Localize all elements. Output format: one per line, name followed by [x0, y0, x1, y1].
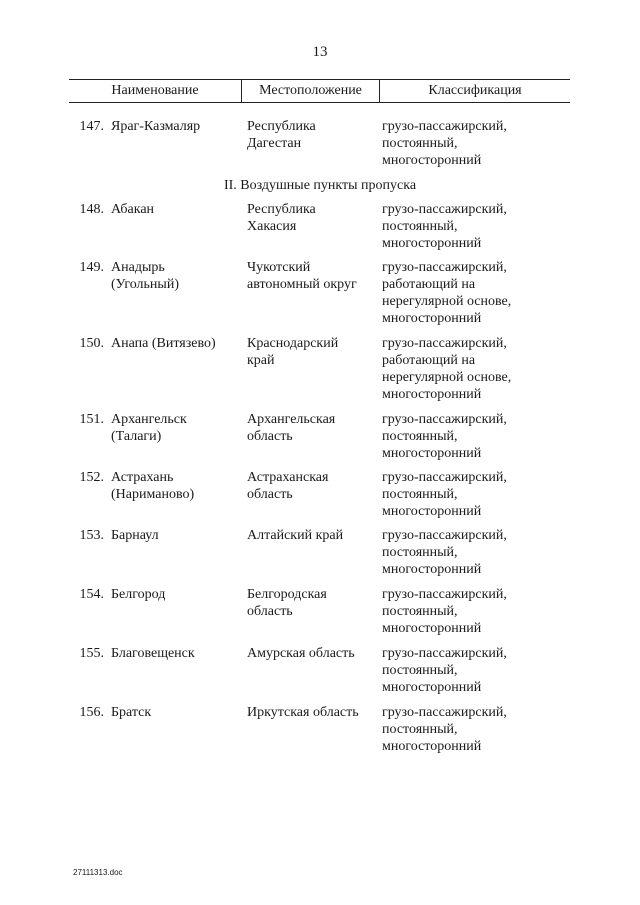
checkpoint-classification-line: постоянный, — [382, 663, 458, 678]
checkpoint-location-line: Хакасия — [247, 219, 297, 234]
row-number: 148. — [79, 202, 104, 217]
checkpoint-classification-line: постоянный, — [382, 545, 458, 560]
checkpoint-location-line: Белгородская — [247, 587, 327, 602]
row-number: 153. — [79, 528, 104, 543]
checkpoint-classification — [382, 586, 557, 637]
checkpoint-classification-line: грузо-пассажирский, — [382, 202, 507, 217]
checkpoint-location-line: Краснодарский — [247, 336, 339, 351]
checkpoint-location-line: Чукотский — [247, 260, 311, 275]
checkpoint-classification — [382, 259, 557, 327]
checkpoint-name — [111, 704, 241, 721]
checkpoint-classification-line: постоянный, — [382, 219, 458, 234]
checkpoint-classification-line: многосторонний — [382, 621, 482, 636]
checkpoint-name-line: Абакан — [111, 202, 155, 217]
checkpoint-name-line: (Нариманово) — [111, 487, 195, 502]
checkpoint-location — [247, 469, 377, 503]
checkpoint-location-line: Иркутская область — [247, 705, 359, 720]
checkpoint-classification-line: грузо-пассажирский, — [382, 470, 507, 485]
checkpoint-classification-line: грузо-пассажирский, — [382, 336, 507, 351]
checkpoint-name — [111, 527, 241, 544]
checkpoint-location-line: Архангельская — [247, 412, 336, 427]
checkpoint-location-line: Алтайский край — [247, 528, 344, 543]
checkpoint-name-line: Благовещенск — [111, 646, 195, 661]
checkpoint-classification-line: нерегулярной основе, — [382, 294, 512, 309]
checkpoint-location — [247, 118, 377, 152]
checkpoint-classification-line: постоянный, — [382, 604, 458, 619]
checkpoint-name-line: Астрахань — [111, 470, 174, 485]
checkpoint-name-line: Барнаул — [111, 528, 159, 543]
file-name: 27111313.doc — [73, 868, 123, 877]
checkpoint-location — [247, 586, 377, 620]
checkpoint-location-line: Дагестан — [247, 136, 302, 151]
checkpoint-name-line: Белгород — [111, 587, 166, 602]
checkpoint-name — [111, 469, 241, 503]
checkpoint-classification-line: постоянный, — [382, 722, 458, 737]
checkpoint-classification — [382, 201, 557, 252]
row-number: 154. — [79, 587, 104, 602]
checkpoint-location-line: край — [247, 353, 275, 368]
checkpoint-name-line: Архангельск — [111, 412, 187, 427]
checkpoint-classification-line: многосторонний — [382, 311, 482, 326]
checkpoint-classification-line: нерегулярной основе, — [382, 370, 512, 385]
checkpoint-name — [111, 411, 241, 445]
checkpoint-classification-line: постоянный, — [382, 136, 458, 151]
checkpoint-location-line: автономный округ — [247, 277, 357, 292]
table-header — [69, 79, 570, 103]
checkpoint-location-line: область — [247, 604, 293, 619]
row-number: 156. — [79, 705, 104, 720]
row-number: 147. — [79, 119, 104, 134]
checkpoint-name — [111, 645, 241, 662]
checkpoint-classification — [382, 704, 557, 755]
row-number: 152. — [79, 470, 104, 485]
checkpoint-classification-line: грузо-пассажирский, — [382, 528, 507, 543]
checkpoint-location-line: Республика — [247, 119, 316, 134]
checkpoint-classification-line: постоянный, — [382, 487, 458, 502]
checkpoint-classification-line: многосторонний — [382, 562, 482, 577]
checkpoint-name-line: Анапа (Витязево) — [111, 336, 216, 351]
checkpoint-location — [247, 335, 377, 369]
checkpoint-name — [111, 201, 241, 218]
checkpoint-classification-line: многосторонний — [382, 504, 482, 519]
header-location: Местоположение — [259, 83, 362, 98]
header-name: Наименование — [111, 83, 199, 98]
checkpoint-name — [111, 118, 241, 135]
row-number: 155. — [79, 646, 104, 661]
section-title: II. Воздушные пункты пропуска — [223, 178, 417, 193]
checkpoint-classification-line: грузо-пассажирский, — [382, 705, 507, 720]
header-classification: Классификация — [428, 83, 522, 98]
checkpoint-location-line: Республика — [247, 202, 316, 217]
checkpoint-classification-line: грузо-пассажирский, — [382, 587, 507, 602]
checkpoint-location — [247, 645, 377, 662]
row-number: 149. — [79, 260, 104, 275]
checkpoint-location — [247, 259, 377, 293]
row-number: 151. — [79, 412, 104, 427]
checkpoint-classification-line: постоянный, — [382, 429, 458, 444]
checkpoint-name — [111, 586, 241, 603]
checkpoint-location-line: Амурская область — [247, 646, 355, 661]
checkpoint-classification — [382, 469, 557, 520]
checkpoint-name — [111, 259, 241, 293]
checkpoint-classification — [382, 527, 557, 578]
checkpoint-classification-line: многосторонний — [382, 446, 482, 461]
checkpoint-classification — [382, 411, 557, 462]
checkpoint-location — [247, 201, 377, 235]
checkpoint-name-line: Анадырь — [111, 260, 165, 275]
checkpoint-classification — [382, 335, 557, 403]
checkpoint-location — [247, 411, 377, 445]
checkpoint-name-line: (Угольный) — [111, 277, 179, 292]
checkpoint-location — [247, 704, 377, 721]
checkpoint-classification — [382, 118, 557, 169]
checkpoint-name — [111, 335, 241, 352]
row-number: 150. — [79, 336, 104, 351]
checkpoint-classification-line: грузо-пассажирский, — [382, 119, 507, 134]
checkpoint-classification — [382, 645, 557, 696]
checkpoint-location — [247, 527, 377, 544]
checkpoint-location-line: Астраханская — [247, 470, 329, 485]
checkpoint-name-line: (Талаги) — [111, 429, 162, 444]
checkpoint-classification-line: грузо-пассажирский, — [382, 412, 507, 427]
checkpoint-location-line: область — [247, 429, 293, 444]
checkpoint-name-line: Братск — [111, 705, 152, 720]
checkpoint-classification-line: работающий на — [382, 277, 476, 292]
checkpoint-classification-line: многосторонний — [382, 739, 482, 754]
checkpoint-location-line: область — [247, 487, 293, 502]
checkpoint-classification-line: работающий на — [382, 353, 476, 368]
checkpoint-classification-line: грузо-пассажирский, — [382, 646, 507, 661]
checkpoint-classification-line: грузо-пассажирский, — [382, 260, 507, 275]
page-number: 13 — [312, 44, 328, 60]
checkpoint-name-line: Яраг-Казмаляр — [111, 119, 201, 134]
checkpoint-classification-line: многосторонний — [382, 153, 482, 168]
checkpoint-classification-line: многосторонний — [382, 680, 482, 695]
checkpoint-classification-line: многосторонний — [382, 236, 482, 251]
checkpoint-classification-line: многосторонний — [382, 387, 482, 402]
